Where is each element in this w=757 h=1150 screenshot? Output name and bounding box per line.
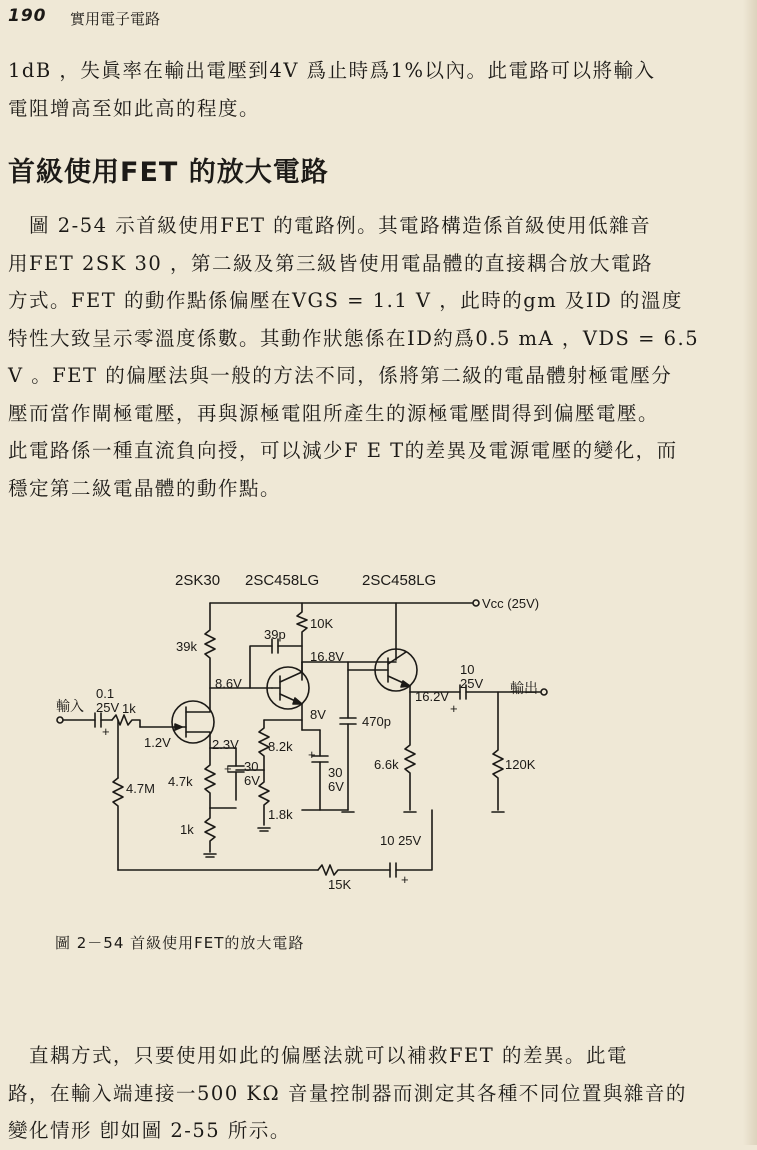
r-4-7k-symbol <box>205 748 215 808</box>
text-line: 圖 2-54 示首級使用FET 的電路例。其電路構造係首級使用低雜音 <box>8 214 652 237</box>
text-line: V 。FET 的偏壓法與一般的方法不同，係將第二級的電晶體射極電壓分 <box>8 364 673 387</box>
section-title: 首級使用FET 的放大電路 <box>8 157 329 188</box>
text-line: 方式。FET 的動作點係偏壓在VGS = 1.1 V ，此時的gm 及ID 的溫度 <box>8 289 683 312</box>
label-c-470p: 470p <box>362 714 391 729</box>
text-line: 1dB ，失眞率在輸出電壓到4V 爲止時爲1%以內。此電路可以將輸入 <box>8 59 656 82</box>
text-line: 壓而當作閘極電壓，再與源極電阻所產生的源極電壓間得到偏壓電壓。 <box>8 401 660 425</box>
label-output: 輸出 <box>510 681 538 697</box>
label-c-30-a: 30 6V <box>244 759 260 788</box>
label-v-8-6: 8.6V <box>215 676 242 691</box>
label-r-1k-source: 1k <box>180 822 194 837</box>
text-line: 電阻增高至如此高的程度。 <box>8 96 261 120</box>
q2-emitter-arrow <box>293 698 302 704</box>
q1-source-wire <box>186 732 210 748</box>
q3-emitter-arrow <box>401 681 410 687</box>
label-c-fb: 10 25V <box>380 833 422 848</box>
q1-gate-arrow <box>175 724 182 730</box>
label-plus-c30a: + <box>224 761 232 776</box>
q1-fet-body <box>172 701 214 743</box>
label-c-39p: 39p <box>264 627 286 642</box>
page-spine-shadow <box>743 0 757 1145</box>
r-4-7m-symbol <box>113 778 123 870</box>
paragraph-conclusion <box>8 1037 742 1150</box>
text-line: 變化情形 卽如圖 2-55 所示。 <box>8 1119 291 1142</box>
circuit-schematic <box>40 570 660 892</box>
label-v-8: 8V <box>310 707 326 722</box>
label-r-10k: 10K <box>310 616 334 631</box>
r-1k-input-symbol <box>112 715 140 727</box>
output-terminal <box>541 689 547 695</box>
q2-collector-lead <box>280 662 302 682</box>
r-1k-source-symbol <box>205 808 215 852</box>
label-r-15k: 15K <box>328 877 352 892</box>
figure-caption: 圖 2－54 首級使用FET的放大電路 <box>55 934 305 952</box>
page-number: 190 <box>8 6 47 26</box>
label-v-16-2: 16.2V <box>415 689 449 704</box>
q2-emitter-lead <box>280 694 302 730</box>
label-plus-in: + <box>102 724 110 739</box>
q1-drain-wire <box>186 688 210 712</box>
r-10k-symbol <box>297 603 307 662</box>
q3-collector-lead <box>388 652 406 664</box>
label-r-39k: 39k <box>176 639 197 654</box>
label-r-1k-input: 1k <box>122 701 136 716</box>
label-input: 輸入 <box>56 699 84 715</box>
vcc-terminal <box>473 600 479 606</box>
input-terminal <box>57 717 63 723</box>
text-line: 用FET 2SK 30 ，第二級及第三級皆使用電晶體的直接耦合放大電路 <box>8 251 654 275</box>
label-plus-fb: + <box>401 872 409 887</box>
label-q1-part: 2SK30 <box>175 572 221 589</box>
running-title: 實用電子電路 <box>70 10 161 28</box>
label-v-16-8: 16.8V <box>310 649 344 664</box>
label-r-8-2k: 8.2k <box>268 739 293 754</box>
r-120k-symbol <box>493 692 503 810</box>
text-line: 此電路係一種直流負向授，可以減少F E T的差異及電源電壓的變化，而 <box>8 439 678 462</box>
label-c-30-b: 30 6V <box>328 765 344 794</box>
text-line: 路，在輸入端連接一500 KΩ 音量控制器而測定其各種不同位置與雜音的 <box>8 1081 687 1105</box>
label-c-out: 10 25V <box>460 662 484 691</box>
r-15k-symbol <box>318 865 390 875</box>
label-r-120k: 120K <box>505 757 536 772</box>
label-v-gate: 1.2V <box>144 735 171 750</box>
paragraph-description <box>8 207 742 507</box>
label-r-4-7m: 4.7M <box>126 781 155 796</box>
r-6-6k-symbol <box>405 692 415 810</box>
label-r-4-7k: 4.7k <box>168 774 193 789</box>
paragraph-intro <box>8 52 742 127</box>
label-q3-part: 2SC458LG <box>362 572 437 589</box>
label-vcc: Vcc (25V) <box>482 596 540 611</box>
label-plus-c30b: + <box>308 747 316 762</box>
schematic-drawing <box>40 570 660 885</box>
q3-base-lead <box>348 662 388 670</box>
text-line: 穩定第二級電晶體的動作點。 <box>8 476 282 500</box>
label-r-1-8k: 1.8k <box>268 807 293 822</box>
label-r-6-6k: 6.6k <box>374 757 399 772</box>
text-line: 特性大致呈示零溫度係數。其動作狀態係在ID約爲0.5 mA ，VDS = 6.5 <box>8 326 700 350</box>
label-q2-part: 2SC458LG <box>245 572 320 589</box>
label-plus-out: + <box>450 701 458 716</box>
label-v-2-3: 2.3V <box>212 737 239 752</box>
label-c-in: 0.1 25V <box>96 686 120 715</box>
r-39k-symbol <box>205 603 215 688</box>
text-line: 直耦方式，只要使用如此的偏壓法就可以補救FET 的差異。此電 <box>8 1044 628 1067</box>
